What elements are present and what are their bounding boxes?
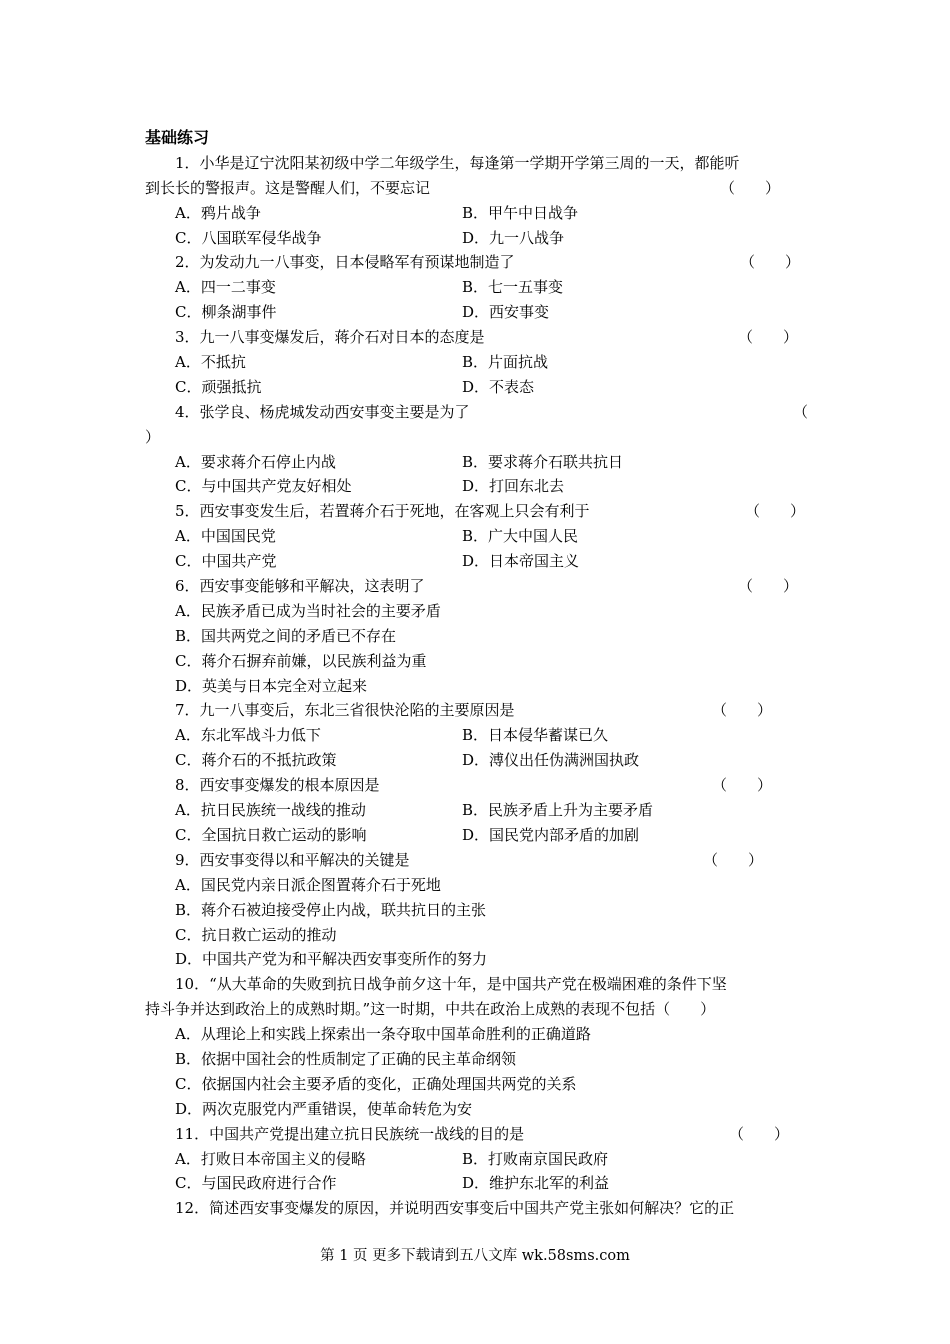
option-c: C．全国抗日救亡运动的影响 [175,825,367,844]
options-row [145,275,809,300]
option-a: A．东北军战斗力低下 [175,726,321,745]
option-b: B．民族矛盾上升为主要矛盾 [462,801,654,820]
option-c: C．蒋介石的不抵抗政策 [175,751,337,770]
option-a: A．从理论上和实践上探索出一条夺取中国革命胜利的正确道路 [175,1025,591,1044]
option-a: A．要求蒋介石停止内战 [175,452,336,471]
options-row [145,524,809,549]
answer-blank: （ ） [712,701,773,720]
option-d: D．国民党内部矛盾的加剧 [462,825,640,844]
question-text: 3．九一八事变爆发后，蒋介石对日本的态度是 [175,328,485,347]
options-row [145,350,809,375]
answer-blank: （ ） [712,776,773,795]
option-c: C．依据国内社会主要矛盾的变化，正确处理国共两党的关系 [175,1074,577,1093]
section-heading: 基础练习 [145,128,210,147]
question-text: 2．为发动九一八事变，日本侵略军有预谋地制造了 [175,253,515,272]
question-text: 9．西安事变得以和平解决的关键是 [175,850,410,869]
question-7-stem [145,698,809,723]
question-text: 11．中国共产党提出建立抗日民族统一战线的目的是 [175,1124,525,1143]
option-a: A．鸦片战争 [175,203,261,222]
question-4-paren-close [145,425,809,450]
options-row [145,474,809,499]
option-a: A．四一二事变 [175,278,276,297]
question-3-stem [145,325,809,350]
option-c: C．顽强抵抗 [175,377,262,396]
question-1-stem-line-2 [145,176,809,201]
option-c: C．与中国共产党友好相处 [175,477,352,496]
answer-blank: （ ） [729,1124,790,1143]
option-a: A．中国国民党 [175,527,276,546]
question-text: 6．西安事变能够和平解决，这表明了 [175,577,425,596]
option-d: D．日本帝国主义 [462,552,580,571]
options-row [145,1171,809,1196]
answer-blank: （ ） [720,178,781,197]
option-c: C．八国联军侵华战争 [175,228,322,247]
options-row [145,375,809,400]
option-a: A．打败日本帝国主义的侵略 [175,1149,366,1168]
option-a: A．抗日民族统一战线的推动 [175,801,366,820]
option-c: C．抗日救亡运动的推动 [175,925,337,944]
question-8-stem [145,773,809,798]
option-d: D．打回东北去 [462,477,565,496]
options-row [145,823,809,848]
question-5-stem [145,499,809,524]
options-row [145,201,809,226]
option-c: C．蒋介石摒弃前嫌，以民族利益为重 [175,651,427,670]
question-text: 4．张学良、杨虎城发动西安事变主要是为了 [175,402,470,421]
answer-blank: （ ） [738,328,799,347]
option-d: D．两次克服党内严重错误，使革命转危为安 [175,1099,473,1118]
option-b: B．七一五事变 [462,278,564,297]
option-d: D．中国共产党为和平解决西安事变所作的努力 [175,950,488,969]
option-b: B．日本侵华蓄谋已久 [462,726,609,745]
question-text: 7．九一八事变后，东北三省很快沦陷的主要原因是 [175,701,515,720]
options-row [145,748,809,773]
option-b: B．打败南京国民政府 [462,1149,609,1168]
options-row [145,549,809,574]
answer-blank: （ ） [745,502,806,521]
question-10-stem-line-2: 持斗争并达到政治上的成熟时期。”这一时期，中共在政治上成熟的表现不包括（ ） [145,1000,716,1019]
question-1-stem-line-1: 1．小华是辽宁沈阳某初级中学二年级学生，每逢第一学期开学第三周的一天，都能听 [175,153,740,172]
option-b: B．依据中国社会的性质制定了正确的民主革命纲领 [175,1049,517,1068]
option-d: D．维护东北军的利益 [462,1174,610,1193]
option-a: A．民族矛盾已成为当时社会的主要矛盾 [175,601,441,620]
options-row [145,300,809,325]
option-b: B．广大中国人民 [462,527,579,546]
question-10-stem-line-1: 10．“从大革命的失败到抗日战争前夕这十年，是中国共产党在极端困难的条件下坚 [175,975,727,994]
answer-blank-close: ） [145,427,161,446]
question-text: 5．西安事变发生后，若置蒋介石于死地，在客观上只会有利于 [175,502,590,521]
question-4-stem [145,400,809,425]
options-row [145,226,809,251]
question-1-stem-text: 到长长的警报声。这是警醒人们，不要忘记 [145,178,431,197]
option-b: B．要求蒋介石联共抗日 [462,452,624,471]
question-11-stem [145,1122,809,1147]
answer-blank: （ ） [740,253,801,272]
option-b: B．国共两党之间的矛盾已不存在 [175,626,397,645]
option-c: C．中国共产党 [175,552,277,571]
option-c: C．柳条湖事件 [175,303,277,322]
option-a: A．国民党内亲日派企图置蒋介石于死地 [175,875,441,894]
option-b: B．片面抗战 [462,353,549,372]
answer-blank: （ ） [703,850,764,869]
option-c: C．与国民政府进行合作 [175,1174,337,1193]
question-2-stem [145,250,809,275]
question-9-stem [145,848,809,873]
option-d: D．不表态 [462,377,535,396]
exercise-content [145,126,809,1221]
option-d: D．溥仪出任伪满洲国执政 [462,751,640,770]
answer-blank: （ ） [738,577,799,596]
options-row [145,723,809,748]
options-row [145,798,809,823]
options-row [145,450,809,475]
option-d: D．西安事变 [462,303,550,322]
page-footer: 第 1 页 更多下载请到五八文库 wk.58sms.com [320,1248,630,1264]
question-6-stem [145,574,809,599]
option-b: B．蒋介石被迫接受停止内战，联共抗日的主张 [175,900,487,919]
option-d: D．英美与日本完全对立起来 [175,676,368,695]
option-a: A．不抵抗 [175,353,246,372]
option-d: D．九一八战争 [462,228,565,247]
option-b: B．甲午中日战争 [462,203,579,222]
options-row [145,1147,809,1172]
question-text: 8．西安事变爆发的根本原因是 [175,776,380,795]
answer-blank-open: （ [793,402,809,421]
question-12-stem: 12．简述西安事变爆发的原因，并说明西安事变后中国共产党主张如何解决？它的正 [175,1199,735,1218]
